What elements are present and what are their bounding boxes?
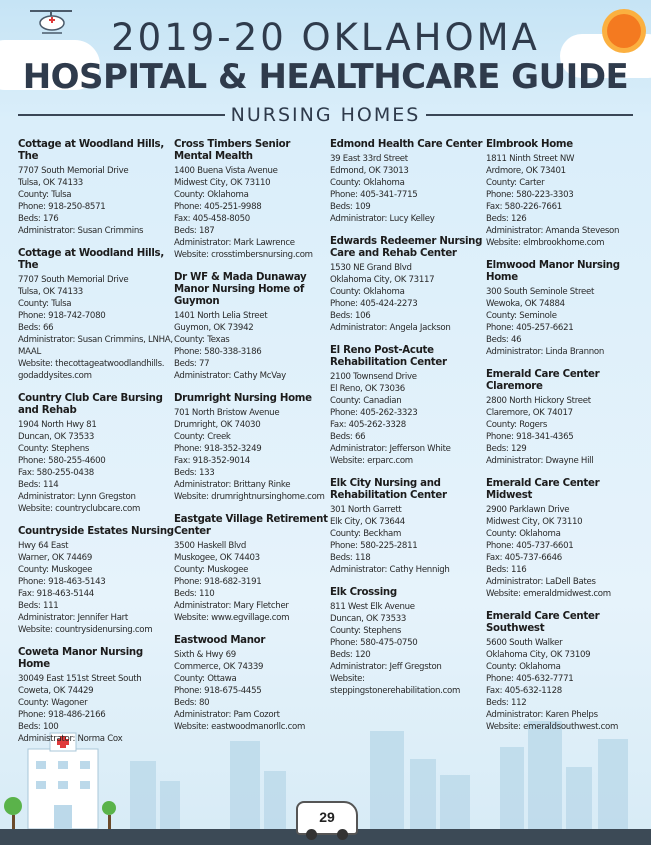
facility-detail: Beds: 133: [174, 468, 215, 478]
facility-detail: County: Stephens: [330, 626, 402, 636]
facility-name: Elk Crossing: [330, 587, 397, 598]
facility-entry: [174, 393, 330, 503]
facility-detail: 301 North Garrett: [330, 505, 402, 515]
listing-column: [330, 139, 486, 759]
facility-entry: [18, 526, 174, 636]
facility-detail: Administrator: Susan Crimmins, LNHA,: [18, 335, 173, 345]
facility-detail: County: Carter: [486, 178, 545, 188]
facility-detail: Phone: 918-250-8571: [18, 202, 106, 212]
page-number: 29: [319, 809, 335, 825]
facility-detail: County: Seminole: [486, 311, 557, 321]
facility-name: Eastgate Village Retirement Center: [174, 514, 328, 537]
facility-detail: Phone: 580-225-2811: [330, 541, 418, 551]
section-title: NURSING HOMES: [230, 104, 421, 126]
facility-entry: [18, 647, 174, 745]
divider: [18, 114, 225, 116]
facility-detail: 5600 South Walker: [486, 638, 563, 648]
facility-detail: 300 South Seminole Street: [486, 287, 595, 297]
facility-detail: County: Rogers: [486, 420, 548, 430]
facility-detail: Administrator: Mary Fletcher: [174, 601, 289, 611]
facility-detail: Beds: 110: [174, 589, 215, 599]
facility-detail: 701 North Bristow Avenue: [174, 408, 280, 418]
facility-name: Cross Timbers Senior Mental Mealth: [174, 139, 291, 162]
facility-detail: Fax: 405-262-3328: [330, 420, 406, 430]
facility-detail: Drumright, OK 74030: [174, 420, 261, 430]
facility-detail: Administrator: Jennifer Hart: [18, 613, 128, 623]
listing-column: [18, 139, 174, 759]
divider: [426, 114, 633, 116]
facility-detail: Fax: 405-458-8050: [174, 214, 250, 224]
facility-detail: Beds: 120: [330, 650, 371, 660]
facility-detail: Beds: 129: [486, 444, 527, 454]
facility-detail: County: Stephens: [18, 444, 90, 454]
facility-detail: Phone: 918-352-3249: [174, 444, 262, 454]
facility-detail: County: Tulsa: [18, 190, 72, 200]
facility-detail: Beds: 111: [18, 601, 59, 611]
facility-detail: Administrator: Mark Lawrence: [174, 238, 295, 248]
facility-detail: 811 West Elk Avenue: [330, 602, 415, 612]
facility-detail: Website: eastwoodmanorllc.com: [174, 722, 306, 732]
facility-entry: [330, 478, 486, 576]
facility-detail: Phone: 918-486-2166: [18, 710, 106, 720]
facility-detail: Coweta, OK 74429: [18, 686, 94, 696]
facility-detail: 1904 North Hwy 81: [18, 420, 97, 430]
facility-detail: County: Oklahoma: [486, 662, 561, 672]
facility-detail: Administrator: Karen Phelps: [486, 710, 598, 720]
facility-detail: Phone: 405-424-2273: [330, 299, 418, 309]
facility-entry: [18, 248, 174, 382]
facility-detail: godaddysites.com: [18, 371, 92, 381]
facility-entry: [174, 139, 330, 261]
facility-detail: Website: drumrightnursinghome.com: [174, 492, 325, 502]
facility-detail: Fax: 405-737-6646: [486, 553, 562, 563]
facility-name: Country Club Care Bursing and Rehab: [18, 393, 163, 416]
facility-detail: Website: www.egvillage.com: [174, 613, 290, 623]
facility-name: Coweta Manor Nursing Home: [18, 647, 143, 670]
facility-detail: Phone: 918-463-5143: [18, 577, 106, 587]
facility-entry: [18, 139, 174, 237]
facility-detail: Midwest City, OK 73110: [174, 178, 271, 188]
facility-detail: Beds: 126: [486, 214, 527, 224]
facility-detail: 39 East 33rd Street: [330, 154, 408, 164]
facility-detail: Edmond, OK 73013: [330, 166, 409, 176]
facility-detail: Administrator: Susan Crimmins: [18, 226, 144, 236]
facility-detail: Website: emeraldmidwest.com: [486, 589, 611, 599]
facility-detail: Sixth & Hwy 69: [174, 650, 236, 660]
facility-name: Eastwood Manor: [174, 635, 266, 646]
facility-detail: Beds: 109: [330, 202, 371, 212]
facility-detail: Fax: 918-352-9014: [174, 456, 250, 466]
facility-detail: Fax: 405-632-1128: [486, 686, 562, 696]
facility-detail: Hwy 64 East: [18, 541, 69, 551]
facility-detail: Website: countryclubcare.com: [18, 504, 141, 514]
facility-detail: County: Oklahoma: [486, 529, 561, 539]
facility-detail: Administrator: Jefferson White: [330, 444, 451, 454]
facility-name: Emerald Care Center Southwest: [486, 611, 600, 634]
facility-name: El Reno Post-Acute Rehabilitation Center: [330, 345, 447, 368]
facility-detail: Beds: 100: [18, 722, 59, 732]
facility-detail: Midwest City, OK 73110: [486, 517, 583, 527]
facility-detail: Phone: 405-737-6601: [486, 541, 574, 551]
facility-entry: [330, 587, 486, 697]
facility-detail: Guymon, OK 73942: [174, 323, 254, 333]
facility-name: Drumright Nursing Home: [174, 393, 312, 404]
facility-name: Dr WF & Mada Dunaway Manor Nursing Home of Guymon: [174, 272, 307, 307]
facility-detail: Website: crosstimbersnursing.com: [174, 250, 313, 260]
facility-detail: Phone: 405-341-7715: [330, 190, 418, 200]
facility-detail: County: Oklahoma: [330, 178, 405, 188]
facility-detail: County: Oklahoma: [174, 190, 249, 200]
facility-entry: [330, 345, 486, 467]
facility-detail: 30049 East 151st Street South: [18, 674, 142, 684]
facility-name: Cottage at Woodland Hills, The: [18, 139, 164, 162]
facility-detail: Phone: 405-251-9988: [174, 202, 262, 212]
facility-detail: Administrator: Cathy McVay: [174, 371, 286, 381]
facility-detail: Website: erparc.com: [330, 456, 413, 466]
facility-detail: County: Texas: [174, 335, 230, 345]
facility-detail: Ardmore, OK 73401: [486, 166, 566, 176]
facility-detail: Tulsa, OK 74133: [18, 178, 83, 188]
facility-detail: Website: elmbrookhome.com: [486, 238, 605, 248]
facility-detail: Beds: 106: [330, 311, 371, 321]
facility-name: Elmbrook Home: [486, 139, 573, 150]
facility-name: Emerald Care Center Midwest: [486, 478, 600, 501]
facility-entry: [486, 369, 642, 467]
facility-detail: Tulsa, OK 74133: [18, 287, 83, 297]
facility-detail: Phone: 405-262-3323: [330, 408, 418, 418]
facility-detail: County: Ottawa: [174, 674, 237, 684]
facility-detail: Administrator: Lucy Kelley: [330, 214, 435, 224]
facility-name: Edmond Health Care Center: [330, 139, 483, 150]
facility-detail: 2900 Parklawn Drive: [486, 505, 570, 515]
facility-detail: County: Oklahoma: [330, 287, 405, 297]
facility-detail: Phone: 405-257-6621: [486, 323, 574, 333]
facility-entry: [174, 272, 330, 382]
facility-detail: Administrator: Jeff Gregston: [330, 662, 442, 672]
facility-detail: 1401 North Lelia Street: [174, 311, 268, 321]
facility-detail: Muskogee, OK 74403: [174, 553, 260, 563]
facility-detail: 2800 North Hickory Street: [486, 396, 591, 406]
facility-detail: Website: thecottageatwoodlandhills.: [18, 359, 165, 369]
facility-detail: Administrator: Dwayne Hill: [486, 456, 594, 466]
facility-detail: Phone: 918-682-3191: [174, 577, 262, 587]
tree-icon: [4, 797, 22, 829]
facility-detail: Administrator: Brittany Rinke: [174, 480, 291, 490]
facility-detail: Fax: 580-255-0438: [18, 468, 94, 478]
facility-detail: Fax: 580-226-7661: [486, 202, 562, 212]
ambulance-icon: [296, 801, 358, 835]
facility-entry: [330, 139, 486, 225]
facility-detail: El Reno, OK 73036: [330, 384, 405, 394]
facility-detail: Administrator: Angela Jackson: [330, 323, 451, 333]
page-title-year: 2019-20 OKLAHOMA: [111, 16, 540, 59]
facility-detail: Fax: 918-463-5144: [18, 589, 94, 599]
facility-detail: Beds: 112: [486, 698, 527, 708]
facility-detail: Phone: 405-632-7771: [486, 674, 574, 684]
facility-detail: Phone: 580-475-0750: [330, 638, 418, 648]
facility-name: Cottage at Woodland Hills, The: [18, 248, 164, 271]
page-title: HOSPITAL & HEALTHCARE GUIDE: [22, 57, 629, 97]
facility-detail: Beds: 114: [18, 480, 59, 490]
facility-detail: Phone: 580-223-3303: [486, 190, 574, 200]
facility-entry: [174, 514, 330, 624]
facility-detail: Administrator: Cathy Hennigh: [330, 565, 450, 575]
facility-detail: Beds: 77: [174, 359, 210, 369]
facility-detail: Website: emeraldsouthwest.com: [486, 722, 619, 732]
listing-column: [486, 139, 642, 759]
facility-detail: 1811 Ninth Street NW: [486, 154, 575, 164]
facility-detail: County: Canadian: [330, 396, 402, 406]
facility-name: Emerald Care Center Claremore: [486, 369, 600, 392]
facility-name: Countryside Estates Nursing: [18, 526, 174, 537]
facility-detail: Beds: 66: [330, 432, 366, 442]
section-heading-row: [18, 103, 633, 127]
facility-entry: [18, 393, 174, 515]
facility-detail: Website: steppingstonerehabilitation.com: [330, 674, 461, 696]
facility-detail: Duncan, OK 73533: [18, 432, 95, 442]
facility-detail: Administrator: LaDell Bates: [486, 577, 596, 587]
facility-entry: [486, 260, 642, 358]
facility-detail: 7707 South Memorial Drive: [18, 275, 129, 285]
facility-detail: Warner, OK 74469: [18, 553, 92, 563]
facility-detail: County: Creek: [174, 432, 231, 442]
facility-detail: Phone: 918-742-7080: [18, 311, 106, 321]
facility-detail: Beds: 46: [486, 335, 522, 345]
facility-detail: Beds: 116: [486, 565, 527, 575]
facility-detail: Administrator: Linda Brannon: [486, 347, 605, 357]
tree-icon: [102, 801, 116, 829]
facility-detail: Administrator: Amanda Steveson: [486, 226, 620, 236]
facility-detail: 2100 Townsend Drive: [330, 372, 417, 382]
facility-detail: Phone: 918-341-4365: [486, 432, 574, 442]
facility-detail: 1400 Buena Vista Avenue: [174, 166, 278, 176]
facility-detail: County: Muskogee: [18, 565, 93, 575]
facility-detail: 3500 Haskell Blvd: [174, 541, 246, 551]
listings: [18, 139, 643, 759]
facility-detail: 7707 South Memorial Drive: [18, 166, 129, 176]
facility-detail: County: Muskogee: [174, 565, 249, 575]
facility-detail: Phone: 580-255-4600: [18, 456, 106, 466]
facility-name: Edwards Redeemer Nursing Care and Rehab Center: [330, 236, 483, 259]
facility-entry: [486, 139, 642, 249]
facility-entry: [486, 478, 642, 600]
facility-detail: 1530 NE Grand Blvd: [330, 263, 412, 273]
facility-detail: Beds: 66: [18, 323, 54, 333]
facility-entry: [330, 236, 486, 334]
facility-detail: Phone: 918-675-4455: [174, 686, 262, 696]
facility-detail: Beds: 176: [18, 214, 59, 224]
facility-detail: Administrator: Pam Cozort: [174, 710, 280, 720]
facility-detail: County: Wagoner: [18, 698, 88, 708]
facility-name: Elmwood Manor Nursing Home: [486, 260, 620, 283]
facility-detail: Administrator: Norma Cox: [18, 734, 123, 744]
facility-detail: Duncan, OK 73533: [330, 614, 407, 624]
facility-detail: County: Beckham: [330, 529, 402, 539]
facility-detail: Wewoka, OK 74884: [486, 299, 565, 309]
facility-detail: Beds: 187: [174, 226, 215, 236]
facility-name: Elk City Nursing and Rehabilitation Center: [330, 478, 447, 501]
facility-entry: [174, 635, 330, 733]
facility-detail: Administrator: Lynn Gregston: [18, 492, 136, 502]
facility-detail: Phone: 580-338-3186: [174, 347, 262, 357]
facility-detail: Beds: 80: [174, 698, 210, 708]
facility-detail: Claremore, OK 74017: [486, 408, 573, 418]
facility-detail: Oklahoma City, OK 73109: [486, 650, 591, 660]
facility-detail: Oklahoma City, OK 73117: [330, 275, 435, 285]
facility-detail: Elk City, OK 73644: [330, 517, 405, 527]
facility-detail: MAAL: [18, 347, 41, 357]
facility-entry: [486, 611, 642, 733]
facility-detail: Website: countrysidenursing.com: [18, 625, 153, 635]
facility-detail: Beds: 118: [330, 553, 371, 563]
listing-column: [174, 139, 330, 759]
facility-detail: Commerce, OK 74339: [174, 662, 264, 672]
facility-detail: County: Tulsa: [18, 299, 72, 309]
